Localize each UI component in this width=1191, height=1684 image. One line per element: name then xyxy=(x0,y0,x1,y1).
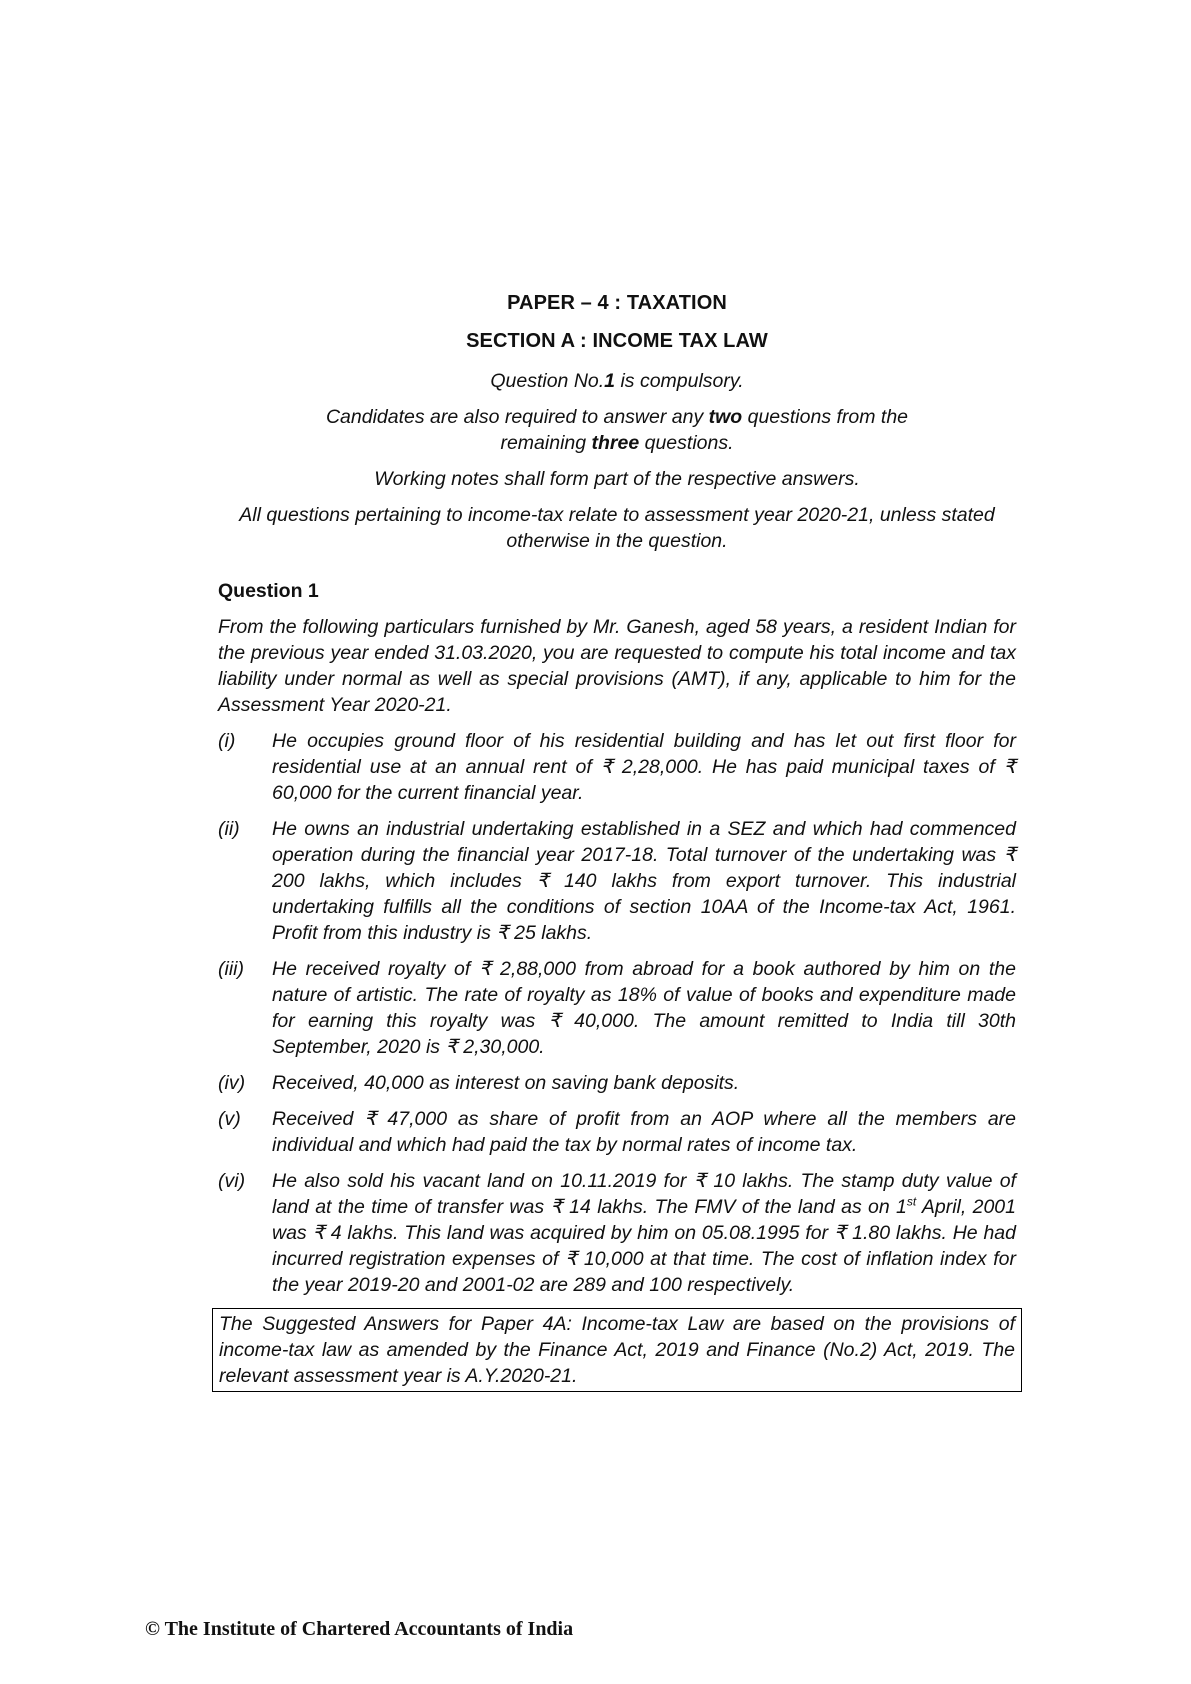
item-number: (iv) xyxy=(218,1072,246,1094)
instruction-text: questions from the xyxy=(742,406,909,428)
instruction-emphasis: 1 xyxy=(604,370,616,392)
instruction-text: otherwise in the question. xyxy=(506,530,728,552)
instruction-text: remaining xyxy=(500,432,592,454)
list-item xyxy=(218,728,1016,806)
question-heading: Question 1 xyxy=(218,580,319,602)
list-item xyxy=(218,1168,1016,1298)
item-text: Received ₹ 47,000 as share of profit from an AOP where all the members are individual and which had paid the tax by normal rates of income tax. xyxy=(272,1108,1016,1156)
page-content xyxy=(218,290,1016,1392)
item-text: He occupies ground floor of his residential building and has let out first floor for residential use at an annual rent of ₹ 2,28,000. He has paid municipal taxes of ₹ 60,000 for the current financial year. xyxy=(272,730,1016,804)
section-title: SECTION A : INCOME TAX LAW xyxy=(466,330,768,352)
list-item xyxy=(218,1070,1016,1096)
note-box: The Suggested Answers for Paper 4A: Income-tax Law are based on the provisions of income-tax law as amended by the Finance Act, 2019 and Finance (No.2) Act, 2019. The relevant assessment year is A.Y.2020-21. xyxy=(212,1308,1022,1392)
question-intro: From the following particulars furnished by Mr. Ganesh, aged 58 years, a resident Indian for the previous year ended 31.03.2020, you are requested to compute his total income and tax liability under normal as well as special provisions (AMT), if any, applicable to him for the Assessment Year 2020-21. xyxy=(218,616,1016,716)
item-number: (ii) xyxy=(218,818,240,840)
item-number: (vi) xyxy=(218,1170,246,1192)
instruction-compulsory xyxy=(218,368,1016,394)
list-item xyxy=(218,816,1016,946)
instruction-text: Candidates are also required to answer any xyxy=(325,406,709,428)
instruction-working-notes: Working notes shall form part of the respective answers. xyxy=(374,468,860,490)
item-number: (v) xyxy=(218,1108,241,1130)
instruction-assessment-year xyxy=(218,502,1016,554)
instruction-text: is compulsory. xyxy=(615,370,744,392)
item-text: Received, 40,000 as interest on saving bank deposits. xyxy=(272,1072,740,1094)
item-text-part: He also sold his vacant land on 10.11.2019 for ₹ 10 lakhs. The stamp duty value of land at the time of transfer was ₹ 14 lakhs. The FMV of the land as on 1 xyxy=(272,1170,1016,1218)
item-number: (iii) xyxy=(218,958,244,980)
instruction-emphasis: two xyxy=(708,406,743,428)
ordinal-superscript: st xyxy=(906,1194,917,1209)
item-text xyxy=(272,1168,1016,1298)
list-item xyxy=(218,956,1016,1060)
item-text: He owns an industrial undertaking established in a SEZ and which had commenced operation during the financial year 2017-18. Total turnover of the undertaking was ₹ 200 lakhs, which includes ₹ 140 lakhs from export turnover. This industrial undertaking fulfills all the conditions of section 10AA of the Income-tax Act, 1961. Profit from this industry is ₹ 25 lakhs. xyxy=(272,818,1016,944)
instruction-text: Question No. xyxy=(490,370,605,392)
item-text-part: April, 2001 was ₹ 4 lakhs. This land was acquired by him on 05.08.1995 for ₹ 1.80 lakhs. He had incurred registration expenses of ₹ 10,000 at that time. The cost of inflation index for the year 2019-20 and 2001-02 are 289 and 100 respectively. xyxy=(272,1196,1016,1296)
paper-title: PAPER – 4 : TAXATION xyxy=(507,292,727,314)
copyright-footer: © The Institute of Chartered Accountants of India xyxy=(145,1618,574,1640)
instruction-emphasis: three xyxy=(591,432,640,454)
instruction-text: All questions pertaining to income-tax relate to assessment year 2020-21, unless stated xyxy=(239,504,995,526)
item-text: He received royalty of ₹ 2,88,000 from abroad for a book authored by him on the nature of artistic. The rate of royalty as 18% of value of books and expenditure made for earning this royalty was ₹ 40,000. The amount remitted to India till 30th September, 2020 is ₹ 2,30,000. xyxy=(272,958,1016,1058)
item-number: (i) xyxy=(218,730,236,752)
instruction-answer-any xyxy=(218,404,1016,456)
instruction-text: questions. xyxy=(639,432,734,454)
list-item xyxy=(218,1106,1016,1158)
